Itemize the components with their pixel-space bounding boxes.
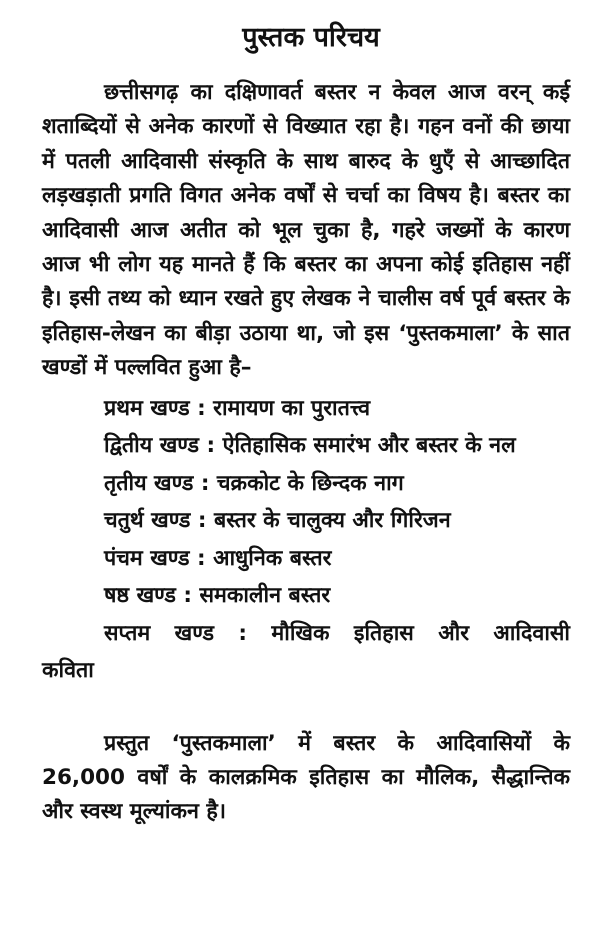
list-item: पंचम खण्ड : आधुनिक बस्तर	[104, 545, 332, 571]
list-item	[42, 615, 570, 690]
list-item: षष्ठ खण्ड : समकालीन बस्तर	[104, 583, 331, 609]
list-item: चतुर्थ खण्ड : बस्तर के चालुक्य और गिरिजन	[104, 508, 451, 534]
page-title: पुस्तक परिचय	[242, 22, 380, 53]
summary-paragraph	[42, 727, 570, 830]
list-item: द्वितीय खण्ड : ऐतिहासिक समारंभ और बस्तर के नल	[104, 433, 516, 459]
list-item: प्रथम खण्ड : रामायण का पुरातत्त्व	[104, 395, 371, 421]
intro-paragraph-text: छत्तीसगढ़ का दक्षिणावर्त बस्तर न केवल आज वरन् कई शताब्दियों से अनेक कारणों से विख्यात रहा है। गहन वनों की छाया में पतली आदिवासी संस्कृति के साथ बारुद के धुएँ से आच्छादित लड़खड़ाती प्रगति विगत अनेक वर्षों से चर्चा का विषय है। बस्तर का आदिवासी आज अतीत को भूल चुका है, गहरे जख्मों के कारण आज भी लोग यह मानते हैं कि बस्तर का अपना कोई इतिहास नहीं है। इसी तथ्य को ध्यान रखते हुए लेखक ने चालीस वर्ष पूर्व बस्तर के इतिहास-लेखन का बीड़ा उठाया था, जो इस ‘पुस्तकमाला’ के सात खण्डों में पल्लवित हुआ है–	[42, 80, 570, 381]
summary-paragraph-text: प्रस्तुत ‘पुस्तकमाला’ में बस्तर के आदिवासियों के 26,000 वर्षों के कालक्रमिक इतिहास का मौलिक, सैद्धान्तिक और स्वस्थ मूल्यांकन है।	[42, 730, 570, 825]
list-item: तृतीय खण्ड : चक्रकोट के छिन्दक नाग	[104, 470, 404, 496]
intro-paragraph	[42, 76, 570, 386]
volume7-first-line: सप्तम खण्ड : मौखिक इतिहास और आदिवासी	[104, 620, 570, 646]
volume-list	[42, 390, 570, 690]
volume7-second-line: कविता	[42, 658, 94, 684]
